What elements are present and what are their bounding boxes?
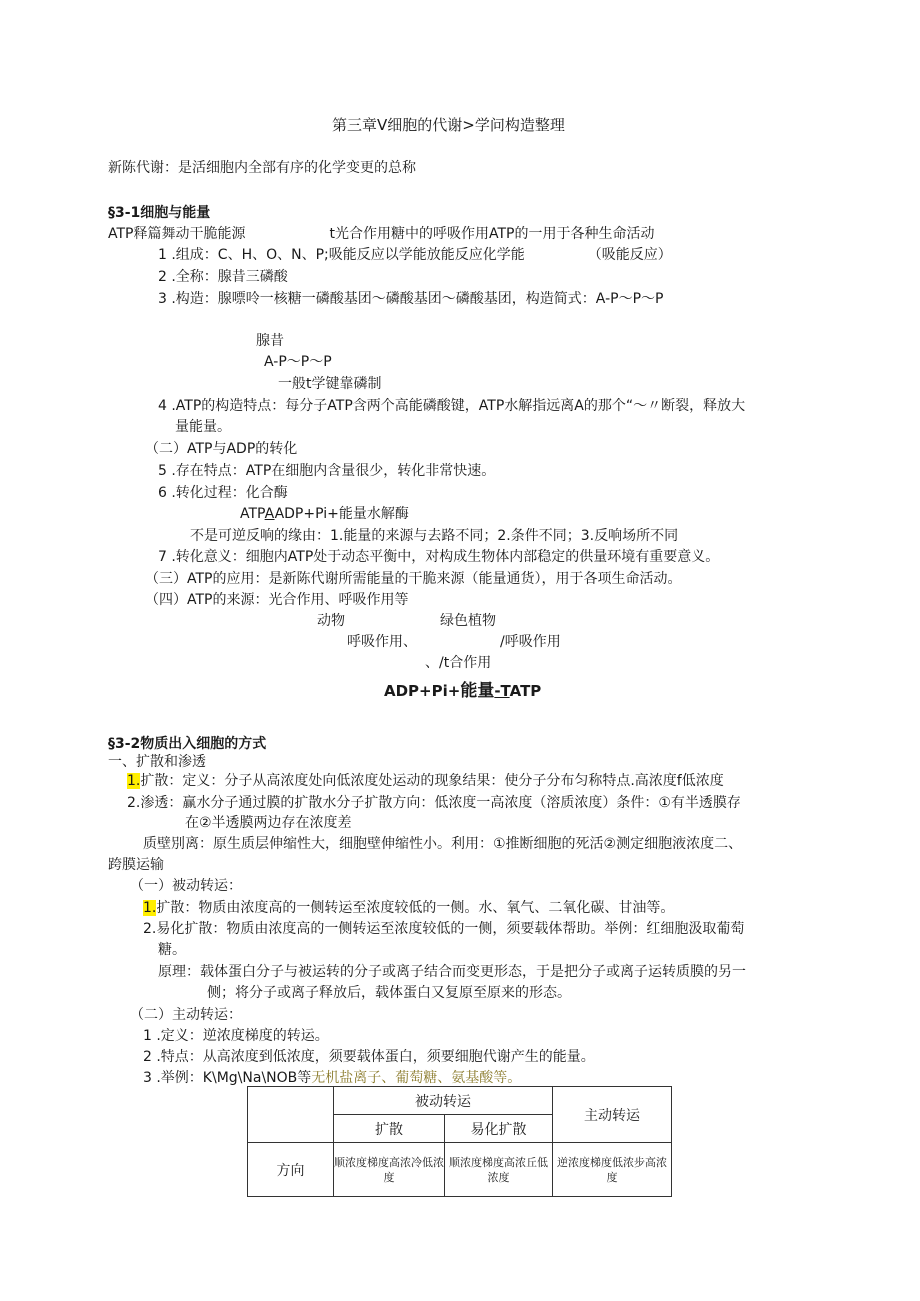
atp-item-6: 6 .转化过程：化合酶	[158, 485, 288, 501]
subheading-atp-source: （四）ATP的来源：光合作用、呼吸作用等	[145, 592, 409, 608]
highlight-marker: 1.	[143, 900, 157, 916]
intro-definition: 新陈代谢：是活细胞内全部有序的化学变更的总称	[108, 160, 416, 176]
source-photosynthesis: 、/t合作用	[425, 655, 492, 671]
active-item-1: 1 .定义：逆浓度梯度的转运。	[143, 1028, 329, 1044]
diagram-label-adenosine: 腺昔	[256, 333, 284, 349]
big-eq-energy: 能量	[460, 681, 495, 701]
osmosis-definition-cont: 在②半透膜两边存在浓度差	[185, 815, 352, 831]
big-eq-atp: ATP	[509, 682, 542, 700]
atp-conversion-equation	[240, 504, 409, 524]
eq-arrow-a: A	[264, 506, 275, 522]
principle-text-cont: 侧；将分子或离子释放后，载体蛋白又复原至原来的形态。	[207, 985, 571, 1001]
subheading-atp-use: （三）ATP的应用：是新陈代谢所需能量的干脆来源（能量通货），用于各项生命活动。	[145, 571, 682, 587]
active-item-3-text: 3 .举例：K\Mg\Na\NOB等	[143, 1070, 312, 1086]
diffusion-definition	[127, 771, 724, 791]
atp-item-5: 5 .存在特点：ATP在细胞内含量很少，转化非常快速。	[158, 463, 496, 479]
atp-item-1: 1 .组成：C、H、O、N、P;吸能反应以学能放能反应化学能 （吸能反应）	[158, 247, 672, 263]
page-title: 第三章V细胞的代谢>学问构造整理	[332, 116, 565, 134]
table-cell-facilitated-direction: 顺浓度梯度高浓丘低浓度	[445, 1143, 553, 1197]
highlight-marker: 1.	[127, 773, 141, 789]
big-equation	[384, 681, 541, 701]
passive-item-1	[143, 898, 674, 918]
table-header-passive: 被动转运	[334, 1087, 553, 1115]
source-animal: 动物	[317, 613, 345, 629]
subheading-atp-adp: （二）ATP与ADP的转化	[145, 441, 298, 457]
passive-item-1-text: 扩散：物质由浓度高的一侧转运至浓度较低的一侧。水、氧气、二氧化碳、甘油等。	[156, 900, 675, 916]
atp-item-3: 3 .构造：腺嘌呤一核糖一磷酸基团～磷酸基团～磷酸基团，构造简式：A-P～P～P	[158, 291, 664, 307]
passive-item-2: 2.易化扩散：物质由浓度高的一侧转运至浓度较低的一侧，须要载体帮助。举例：红细胞汲取葡萄	[143, 921, 745, 937]
table-corner	[248, 1087, 334, 1143]
active-item-3-examples: 无机盐离子、葡萄糖、氨基酸等。	[311, 1070, 522, 1086]
big-eq-arrow: -T	[494, 682, 510, 700]
atp-summary-line: ATP释篇舞动干脆能源 t光合作用糖中的呼吸作用ATP的一用于各种生命活动	[108, 226, 655, 242]
eq-rest: ADP+Pi+能量水解酶	[274, 506, 409, 522]
principle-text: 原理：载体蛋白分子与被运转的分子或离子结合而变更形态，于是把分子或离子运转质膜的另一	[158, 964, 746, 980]
section-heading-3-1: §3-1细胞与能量	[108, 205, 211, 221]
source-respiration-2: /呼吸作用	[500, 634, 561, 650]
subheading-active: （二）主动转运：	[130, 1007, 242, 1023]
part-transmembrane: 跨膜运输	[108, 857, 164, 873]
plasmolysis-text: 质壁別离：原生质层伸缩性大，细胞壁伸缩性小。利用：①推断细胞的死活②测定细胞液浓度二、	[143, 836, 743, 852]
transport-comparison-table	[247, 1086, 672, 1197]
passive-item-2-cont: 糖。	[158, 942, 186, 958]
section-heading-3-2: §3-2物质出入细胞的方式	[108, 736, 267, 752]
atp-item-7: 7 .转化意义：细胞内ATP处于动态平衡中，对构成生物体内部稳定的供量环境有重要意义。	[158, 549, 720, 565]
osmosis-definition: 2.渗透：赢水分子通过膜的扩散水分子扩散方向：低浓度一高浓度（溶质浓度）条件：①有半透膜存	[127, 795, 741, 811]
diffusion-text: 扩散：定义：分子从高浓度处向低浓度处运动的现象结果：使分子分布匀称特点.高浓度f低浓度	[140, 773, 724, 789]
table-row-direction: 方向	[248, 1143, 334, 1197]
atp-item-2: 2 .全称：腺昔三磷酸	[158, 269, 288, 285]
active-item-3	[143, 1068, 521, 1088]
table-header-facilitated: 易化扩散	[445, 1115, 553, 1143]
source-plant: 绿色植物	[440, 613, 496, 629]
atp-item-4-cont: 量能量。	[175, 419, 231, 435]
table-header-diffusion: 扩散	[334, 1115, 445, 1143]
big-eq-adp: ADP+Pi+	[384, 682, 461, 700]
diagram-label-bond: 一般t学键靠磷制	[278, 376, 382, 392]
atp-item-4: 4 .ATP的构造特点：每分子ATP含两个高能磷酸键，ATP水解指远离A的那个“～〃断裂，释放大	[158, 398, 746, 414]
diagram-formula: A-P～P～P	[264, 354, 332, 370]
table-header-active: 主动转运	[553, 1087, 672, 1143]
eq-atp: ATP	[240, 506, 265, 522]
irreversible-note: 不是可逆反响的缘由：1.能量的来源与去路不同；2.条件不同；3.反响场所不同	[190, 528, 679, 544]
table-cell-diffusion-direction: 顺浓度梯度高浓冷低浓度	[334, 1143, 445, 1197]
part-diffusion-osmosis: 一、扩散和渗透	[108, 754, 206, 770]
source-respiration-1: 呼吸作用、	[347, 634, 417, 650]
table-cell-active-direction: 逆浓度梯度低浓步高浓度	[553, 1143, 672, 1197]
active-item-2: 2 .特点：从高浓度到低浓度，须要载体蛋白，须要细胞代谢产生的能量。	[143, 1049, 595, 1065]
subheading-passive: （一）被动转运：	[130, 878, 242, 894]
